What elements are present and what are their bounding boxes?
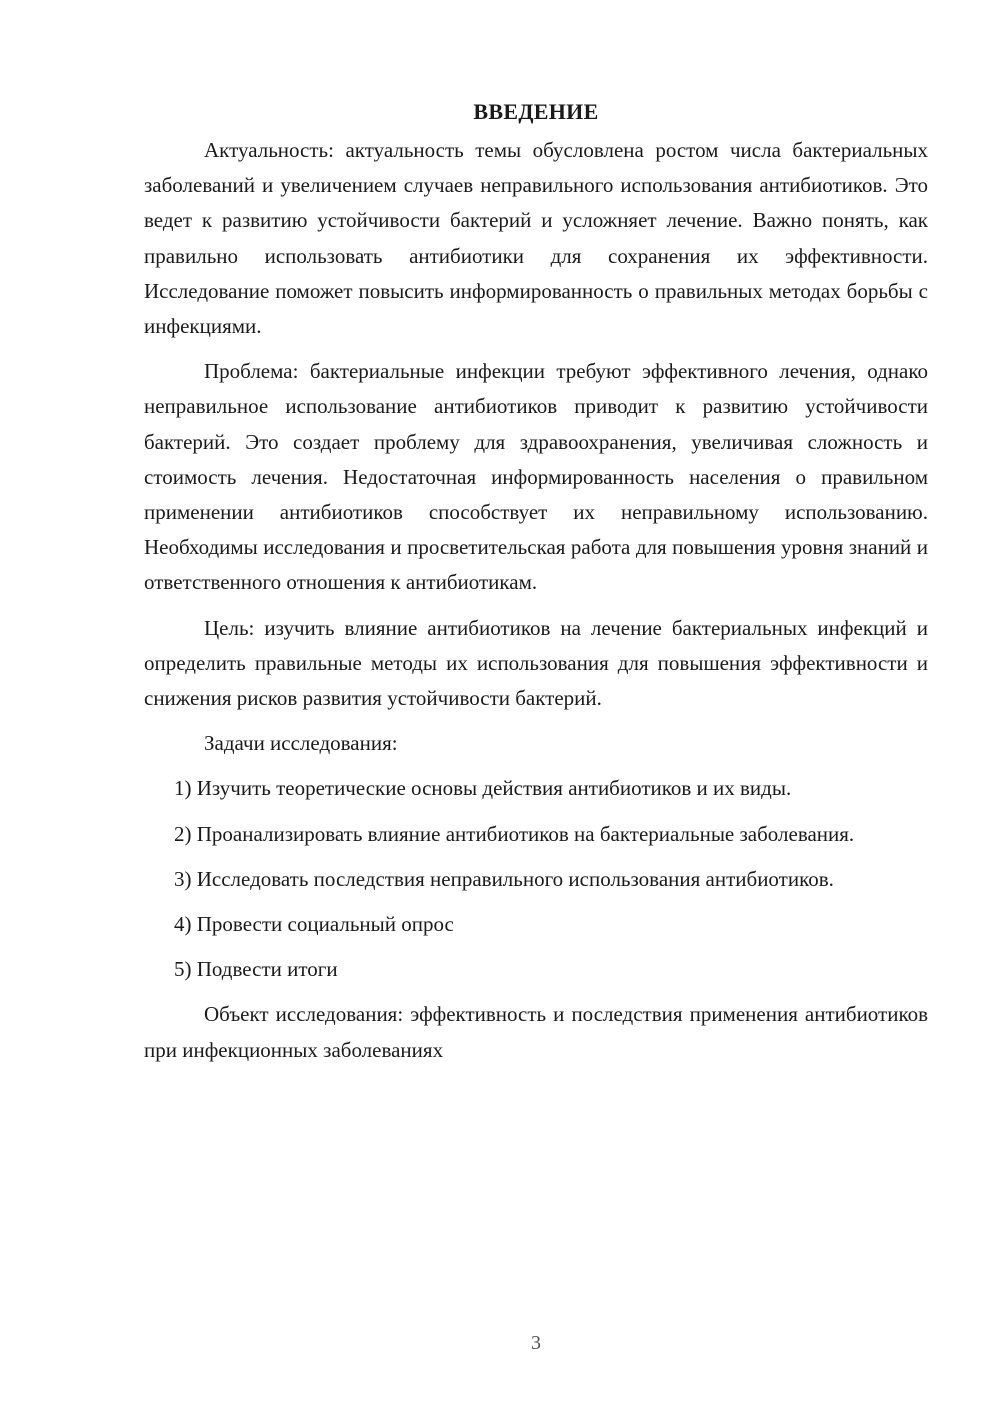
paragraph-problem: Проблема: бактериальные инфекции требуют эффективного лечения, однако неправильное использование антибиотиков приводит к развитию устойчивости бактерий. Это создает проблему для здравоохранения, увеличивая сложность и стоимость лечения. Недостаточная информированность населения о правильном применении антибиотиков способствует их неправильному использованию. Необходимы исследования и просветительская работа для повышения уровня знаний и ответственного отношения к антибиотикам. — [144, 359, 928, 595]
page-number: 3 — [531, 1332, 541, 1354]
document-page — [144, 94, 928, 1078]
task-item-1: 1) Изучить теоретические основы действия антибиотиков и их виды. — [174, 776, 792, 801]
paragraph-goal: Цель: изучить влияние антибиотиков на лечение бактериальных инфекций и определить правильные методы их использования для повышения эффективности и снижения рисков развития устойчивости бактерий. — [144, 615, 928, 711]
task-item-2: 2) Проанализировать влияние антибиотиков на бактериальные заболевания. — [174, 821, 855, 846]
task-item-3: 3) Исследовать последствия неправильного использования антибиотиков. — [174, 866, 834, 891]
paragraph-object: Объект исследования: эффективность и последствия применения антибиотиков при инфекционных заболеваниях — [144, 1002, 928, 1062]
task-item-4: 4) Провести социальный опрос — [174, 912, 454, 937]
paragraph-relevance: Актуальность: актуальность темы обусловлена ростом числа бактериальных заболеваний и увеличением случаев неправильного использования антибиотиков. Это ведет к развитию устойчивости бактерий и усложняет лечение. Важно понять, как правильно использовать антибиотики для сохранения их эффективности. Исследование поможет повысить информированность о правильных методах борьбы с инфекциями. — [144, 138, 928, 339]
tasks-heading: Задачи исследования: — [204, 731, 398, 756]
task-item-5: 5) Подвести итоги — [174, 957, 338, 982]
page-title: ВВЕДЕНИЕ — [473, 99, 599, 124]
